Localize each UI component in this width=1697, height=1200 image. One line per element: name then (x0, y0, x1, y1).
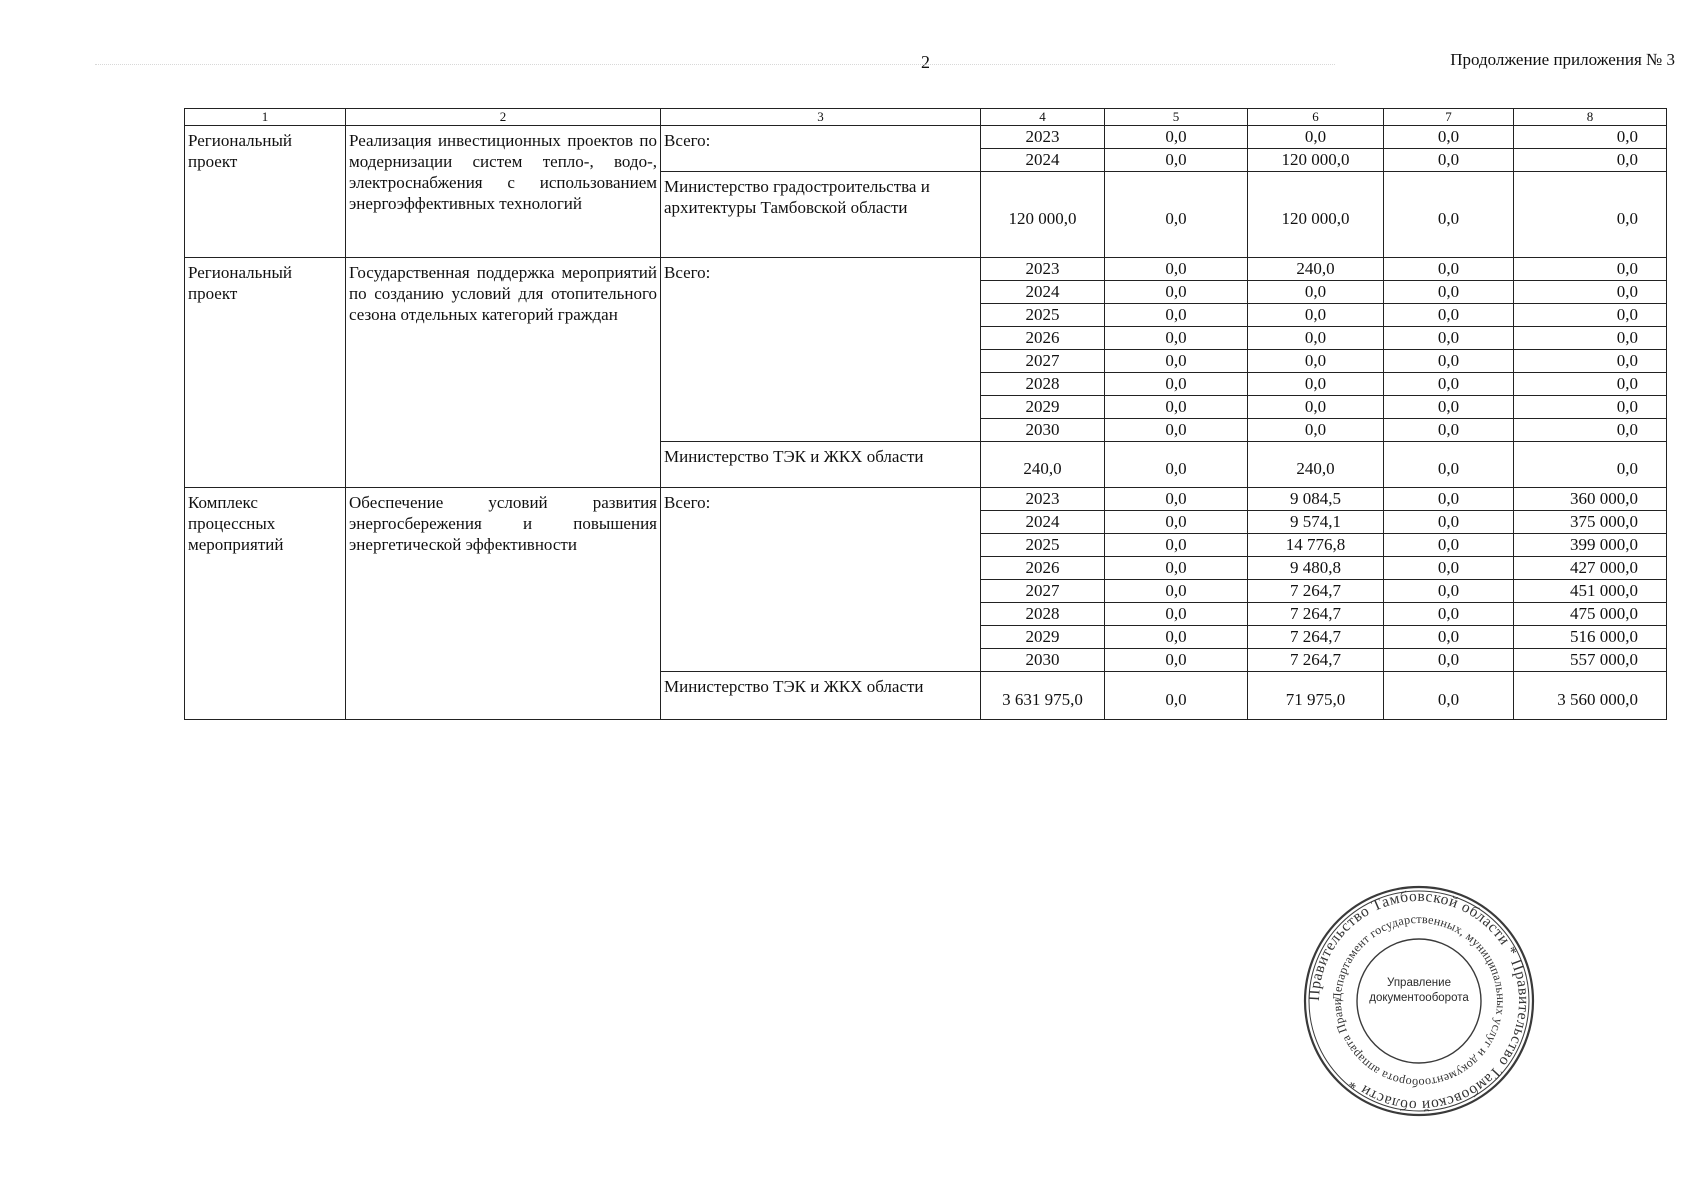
year-cell: 2028 (981, 603, 1105, 626)
value-cell: 0,0 (1105, 126, 1248, 149)
value-cell: 0,0 (1105, 557, 1248, 580)
value-cell: 0,0 (1105, 580, 1248, 603)
table-row (185, 258, 1667, 281)
value-cell: 240,0 (1248, 442, 1384, 488)
year-cell: 2027 (981, 350, 1105, 373)
value-cell: 9 574,1 (1248, 511, 1384, 534)
column-header: 7 (1384, 109, 1514, 126)
value-cell: 0,0 (1105, 281, 1248, 304)
year-cell: 2029 (981, 396, 1105, 419)
stamp-center-text: Управление документооборота (1369, 977, 1469, 1004)
value-cell: 0,0 (1384, 304, 1514, 327)
year-cell: 2029 (981, 626, 1105, 649)
value-cell: 0,0 (1384, 649, 1514, 672)
value-cell: 7 264,7 (1248, 580, 1384, 603)
value-cell: 0,0 (1384, 281, 1514, 304)
continuation-note: Продолжение приложения № 3 (1450, 50, 1675, 69)
column-header: 2 (346, 109, 661, 126)
value-cell: 0,0 (1248, 373, 1384, 396)
value-cell: 0,0 (1105, 149, 1248, 172)
year-cell: 2030 (981, 419, 1105, 442)
funding-source-cell: Министерство ТЭК и ЖКХ области (661, 672, 981, 720)
program-type-cell: Региональный проект (185, 126, 346, 258)
value-cell: 360 000,0 (1514, 488, 1667, 511)
value-cell: 120 000,0 (1248, 149, 1384, 172)
value-cell: 240,0 (981, 442, 1105, 488)
stamp-outer-text: Правительство Тамбовской области * Правительство Тамбовской области * (1305, 887, 1533, 1115)
value-cell: 0,0 (1105, 258, 1248, 281)
column-header: 8 (1514, 109, 1667, 126)
value-cell: 399 000,0 (1514, 534, 1667, 557)
program-name-cell: Государственная поддержка мероприятий по созданию условий для отопительного сезона отдельных категорий граждан (346, 258, 661, 488)
column-header: 6 (1248, 109, 1384, 126)
value-cell: 0,0 (1105, 396, 1248, 419)
value-cell: 0,0 (1384, 126, 1514, 149)
value-cell: 0,0 (1248, 419, 1384, 442)
value-cell: 0,0 (1514, 442, 1667, 488)
year-cell: 2030 (981, 649, 1105, 672)
total-label-cell: Всего: (661, 126, 981, 172)
value-cell: 240,0 (1248, 258, 1384, 281)
value-cell: 9 480,8 (1248, 557, 1384, 580)
value-cell: 0,0 (1384, 511, 1514, 534)
value-cell: 0,0 (1105, 672, 1248, 720)
year-cell: 2026 (981, 327, 1105, 350)
value-cell: 9 084,5 (1248, 488, 1384, 511)
value-cell: 0,0 (1514, 373, 1667, 396)
table-row (185, 488, 1667, 511)
value-cell: 375 000,0 (1514, 511, 1667, 534)
value-cell: 7 264,7 (1248, 603, 1384, 626)
value-cell: 0,0 (1248, 350, 1384, 373)
total-label-cell: Всего: (661, 258, 981, 442)
total-label-cell: Всего: (661, 488, 981, 672)
value-cell: 3 631 975,0 (981, 672, 1105, 720)
year-cell: 2025 (981, 534, 1105, 557)
table-row (185, 126, 1667, 149)
value-cell: 475 000,0 (1514, 603, 1667, 626)
value-cell: 451 000,0 (1514, 580, 1667, 603)
stamp-inner-text: Департамент государственных, муниципальных услуг и документооборота аппарата Прави (1329, 911, 1509, 1091)
table-body (185, 126, 1667, 720)
program-name-cell: Реализация инвестиционных проектов по модернизации систем тепло-, водо-, электроснабжения с использованием энергоэффективных технологий (346, 126, 661, 258)
value-cell: 0,0 (1514, 258, 1667, 281)
year-cell: 2025 (981, 304, 1105, 327)
value-cell: 0,0 (1248, 327, 1384, 350)
value-cell: 0,0 (1105, 327, 1248, 350)
year-cell: 2024 (981, 281, 1105, 304)
program-type-cell: Комплекс процессных мероприятий (185, 488, 346, 720)
value-cell: 14 776,8 (1248, 534, 1384, 557)
page-number: 2 (921, 52, 930, 72)
value-cell: 0,0 (1384, 580, 1514, 603)
value-cell: 0,0 (1105, 442, 1248, 488)
value-cell: 0,0 (1105, 603, 1248, 626)
value-cell: 0,0 (1384, 557, 1514, 580)
value-cell: 0,0 (1105, 488, 1248, 511)
value-cell: 0,0 (1514, 281, 1667, 304)
value-cell: 0,0 (1248, 281, 1384, 304)
value-cell: 0,0 (1105, 304, 1248, 327)
year-cell: 2026 (981, 557, 1105, 580)
value-cell: 516 000,0 (1514, 626, 1667, 649)
header-row (185, 109, 1667, 126)
year-cell: 2027 (981, 580, 1105, 603)
value-cell: 0,0 (1384, 373, 1514, 396)
value-cell: 0,0 (1384, 327, 1514, 350)
value-cell: 71 975,0 (1248, 672, 1384, 720)
value-cell: 0,0 (1105, 172, 1248, 258)
year-cell: 2028 (981, 373, 1105, 396)
value-cell: 0,0 (1105, 419, 1248, 442)
value-cell: 557 000,0 (1514, 649, 1667, 672)
year-cell: 2024 (981, 511, 1105, 534)
funding-source-cell: Министерство ТЭК и ЖКХ области (661, 442, 981, 488)
value-cell: 0,0 (1384, 603, 1514, 626)
scan-noise (95, 64, 1335, 73)
funding-source-cell: Министерство градостроительства и архитектуры Тамбовской области (661, 172, 981, 258)
value-cell: 0,0 (1514, 396, 1667, 419)
value-cell: 0,0 (1105, 626, 1248, 649)
column-header: 5 (1105, 109, 1248, 126)
value-cell: 0,0 (1384, 172, 1514, 258)
value-cell: 0,0 (1384, 258, 1514, 281)
value-cell: 0,0 (1514, 350, 1667, 373)
value-cell: 120 000,0 (1248, 172, 1384, 258)
value-cell: 0,0 (1384, 419, 1514, 442)
year-cell: 2024 (981, 149, 1105, 172)
value-cell: 7 264,7 (1248, 649, 1384, 672)
value-cell: 0,0 (1384, 672, 1514, 720)
value-cell: 0,0 (1384, 442, 1514, 488)
value-cell: 0,0 (1105, 649, 1248, 672)
program-name-cell: Обеспечение условий развития энергосбережения и повышения энергетической эффективности (346, 488, 661, 720)
value-cell: 0,0 (1105, 534, 1248, 557)
year-cell: 2023 (981, 488, 1105, 511)
value-cell: 0,0 (1514, 172, 1667, 258)
year-cell: 2023 (981, 258, 1105, 281)
value-cell: 0,0 (1514, 149, 1667, 172)
value-cell: 0,0 (1384, 626, 1514, 649)
value-cell: 0,0 (1384, 396, 1514, 419)
value-cell: 0,0 (1514, 304, 1667, 327)
program-type-cell: Региональный проект (185, 258, 346, 488)
value-cell: 0,0 (1105, 511, 1248, 534)
value-cell: 427 000,0 (1514, 557, 1667, 580)
value-cell: 0,0 (1384, 350, 1514, 373)
value-cell: 0,0 (1105, 350, 1248, 373)
column-header: 1 (185, 109, 346, 126)
funding-table (184, 108, 1667, 720)
value-cell: 0,0 (1248, 126, 1384, 149)
value-cell: 3 560 000,0 (1514, 672, 1667, 720)
value-cell: 0,0 (1514, 419, 1667, 442)
value-cell: 0,0 (1384, 488, 1514, 511)
value-cell: 0,0 (1514, 126, 1667, 149)
column-header: 3 (661, 109, 981, 126)
value-cell: 0,0 (1248, 396, 1384, 419)
value-cell: 0,0 (1105, 373, 1248, 396)
value-cell: 0,0 (1248, 304, 1384, 327)
value-cell: 120 000,0 (981, 172, 1105, 258)
year-cell: 2023 (981, 126, 1105, 149)
value-cell: 0,0 (1384, 149, 1514, 172)
value-cell: 7 264,7 (1248, 626, 1384, 649)
value-cell: 0,0 (1514, 327, 1667, 350)
column-header: 4 (981, 109, 1105, 126)
value-cell: 0,0 (1384, 534, 1514, 557)
